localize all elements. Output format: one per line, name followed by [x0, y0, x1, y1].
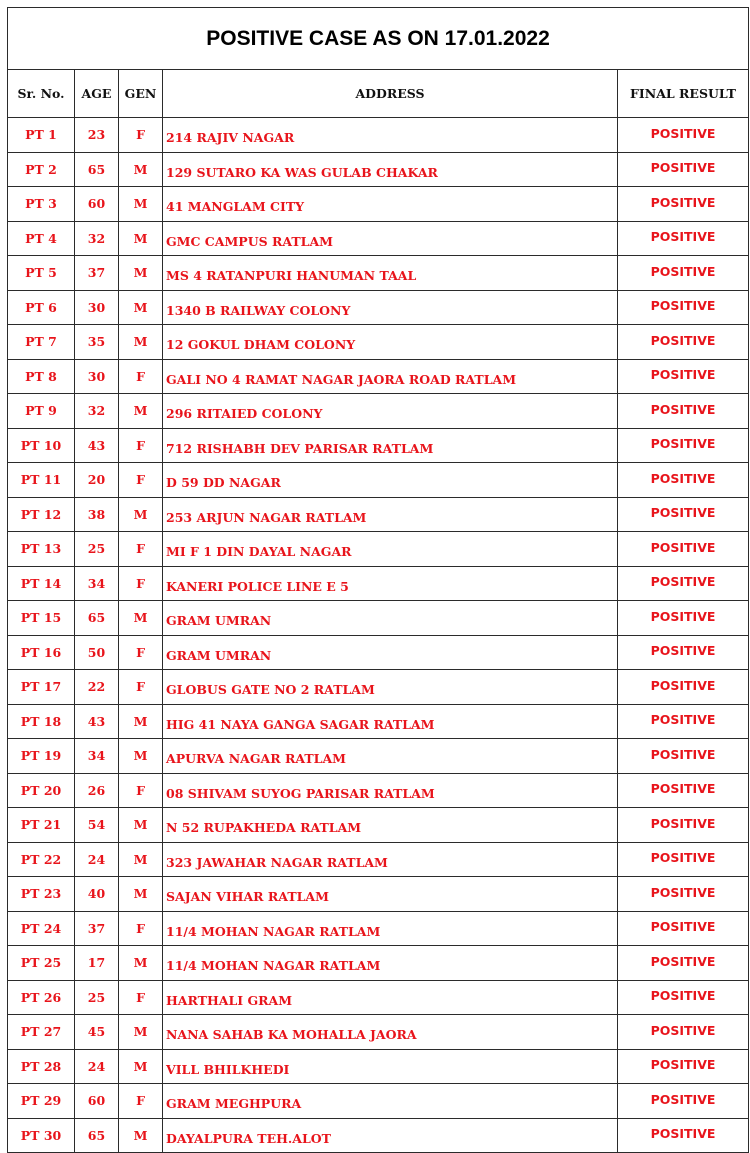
table-row [8, 152, 749, 187]
cell-address: GRAM UMRAN [163, 601, 618, 636]
cell-gender: M [119, 808, 163, 843]
cell-gender: M [119, 601, 163, 636]
cell-age: 23 [75, 118, 119, 153]
cell-final-result: POSITIVE [618, 532, 749, 567]
cell-age: 45 [75, 1015, 119, 1050]
table-row [8, 497, 749, 532]
cell-gender: M [119, 325, 163, 360]
cell-sr-no: PT 18 [8, 704, 75, 739]
cell-sr-no: PT 2 [8, 152, 75, 187]
cell-sr-no: PT 24 [8, 911, 75, 946]
table-row [8, 532, 749, 567]
cell-age: 65 [75, 152, 119, 187]
cell-sr-no: PT 22 [8, 842, 75, 877]
cell-address: 323 JAWAHAR NAGAR RATLAM [163, 842, 618, 877]
cell-sr-no: PT 28 [8, 1049, 75, 1084]
cell-gender: M [119, 842, 163, 877]
header-age: AGE [75, 70, 119, 118]
cell-gender: F [119, 635, 163, 670]
cell-final-result: POSITIVE [618, 221, 749, 256]
cell-gender: M [119, 739, 163, 774]
cell-address: 296 RITAIED COLONY [163, 394, 618, 429]
cell-final-result: POSITIVE [618, 290, 749, 325]
cell-address: 214 RAJIV NAGAR [163, 118, 618, 153]
cell-final-result: POSITIVE [618, 1084, 749, 1119]
cell-final-result: POSITIVE [618, 808, 749, 843]
table-row [8, 118, 749, 153]
cell-gender: F [119, 773, 163, 808]
cell-age: 17 [75, 946, 119, 981]
cell-final-result: POSITIVE [618, 739, 749, 774]
cell-address: HIG 41 NAYA GANGA SAGAR RATLAM [163, 704, 618, 739]
cell-gender: F [119, 359, 163, 394]
cell-address: 11/4 MOHAN NAGAR RATLAM [163, 946, 618, 981]
cell-address: N 52 RUPAKHEDA RATLAM [163, 808, 618, 843]
cell-address: GRAM MEGHPURA [163, 1084, 618, 1119]
header-gen: GEN [119, 70, 163, 118]
cell-address: 12 GOKUL DHAM COLONY [163, 325, 618, 360]
cell-sr-no: PT 6 [8, 290, 75, 325]
table-row [8, 980, 749, 1015]
cell-sr-no: PT 12 [8, 497, 75, 532]
cell-gender: M [119, 394, 163, 429]
cell-address: 1340 B RAILWAY COLONY [163, 290, 618, 325]
cell-sr-no: PT 19 [8, 739, 75, 774]
table-row [8, 187, 749, 222]
cell-address: 129 SUTARO KA WAS GULAB CHAKAR [163, 152, 618, 187]
table-row [8, 1084, 749, 1119]
cell-gender: M [119, 877, 163, 912]
cell-address: D 59 DD NAGAR [163, 463, 618, 498]
cell-age: 26 [75, 773, 119, 808]
cell-age: 54 [75, 808, 119, 843]
table-row [8, 946, 749, 981]
cell-address: 41 MANGLAM CITY [163, 187, 618, 222]
cell-sr-no: PT 1 [8, 118, 75, 153]
cell-address: VILL BHILKHEDI [163, 1049, 618, 1084]
cell-final-result: POSITIVE [618, 842, 749, 877]
cell-age: 24 [75, 842, 119, 877]
cell-sr-no: PT 10 [8, 428, 75, 463]
cell-address: GLOBUS GATE NO 2 RATLAM [163, 670, 618, 705]
cell-sr-no: PT 15 [8, 601, 75, 636]
cell-address: APURVA NAGAR RATLAM [163, 739, 618, 774]
table-body [8, 118, 749, 1153]
cell-age: 24 [75, 1049, 119, 1084]
cell-sr-no: PT 5 [8, 256, 75, 291]
cell-gender: M [119, 946, 163, 981]
cell-gender: F [119, 463, 163, 498]
cell-age: 34 [75, 566, 119, 601]
cell-final-result: POSITIVE [618, 1015, 749, 1050]
cell-sr-no: PT 4 [8, 221, 75, 256]
cell-address: 11/4 MOHAN NAGAR RATLAM [163, 911, 618, 946]
table-row [8, 808, 749, 843]
cell-sr-no: PT 26 [8, 980, 75, 1015]
header-sr-no: Sr. No. [8, 70, 75, 118]
table-row [8, 877, 749, 912]
cell-final-result: POSITIVE [618, 946, 749, 981]
table-row [8, 428, 749, 463]
cell-address: 08 SHIVAM SUYOG PARISAR RATLAM [163, 773, 618, 808]
table-row [8, 463, 749, 498]
cell-sr-no: PT 27 [8, 1015, 75, 1050]
cell-age: 35 [75, 325, 119, 360]
cell-address: NANA SAHAB KA MOHALLA JAORA [163, 1015, 618, 1050]
cell-address: DAYALPURA TEH.ALOT [163, 1118, 618, 1153]
cell-final-result: POSITIVE [618, 635, 749, 670]
table-row [8, 635, 749, 670]
cell-final-result: POSITIVE [618, 980, 749, 1015]
cell-age: 60 [75, 1084, 119, 1119]
table-row [8, 670, 749, 705]
cell-gender: M [119, 1118, 163, 1153]
cell-final-result: POSITIVE [618, 256, 749, 291]
positive-cases-table [7, 7, 749, 1153]
cell-final-result: POSITIVE [618, 1049, 749, 1084]
cell-sr-no: PT 20 [8, 773, 75, 808]
cell-sr-no: PT 11 [8, 463, 75, 498]
cell-age: 50 [75, 635, 119, 670]
cell-gender: F [119, 566, 163, 601]
cell-sr-no: PT 23 [8, 877, 75, 912]
cell-final-result: POSITIVE [618, 463, 749, 498]
table-row [8, 601, 749, 636]
header-row [8, 70, 749, 118]
cell-sr-no: PT 30 [8, 1118, 75, 1153]
cell-address: GMC CAMPUS RATLAM [163, 221, 618, 256]
cell-address: 253 ARJUN NAGAR RATLAM [163, 497, 618, 532]
cell-age: 37 [75, 256, 119, 291]
table-row [8, 359, 749, 394]
report-title: POSITIVE CASE AS ON 17.01.2022 [8, 8, 749, 70]
cell-gender: F [119, 980, 163, 1015]
cell-gender: M [119, 497, 163, 532]
table-row [8, 773, 749, 808]
cell-address: GALI NO 4 RAMAT NAGAR JAORA ROAD RATLAM [163, 359, 618, 394]
cell-age: 38 [75, 497, 119, 532]
table-row [8, 1049, 749, 1084]
cell-gender: F [119, 532, 163, 567]
cell-gender: M [119, 256, 163, 291]
cell-gender: F [119, 670, 163, 705]
cell-final-result: POSITIVE [618, 428, 749, 463]
table-row [8, 256, 749, 291]
cell-final-result: POSITIVE [618, 187, 749, 222]
cell-final-result: POSITIVE [618, 911, 749, 946]
cell-final-result: POSITIVE [618, 877, 749, 912]
cell-final-result: POSITIVE [618, 394, 749, 429]
table-row [8, 842, 749, 877]
header-final-result: FINAL RESULT [618, 70, 749, 118]
cell-address: MS 4 RATANPURI HANUMAN TAAL [163, 256, 618, 291]
cell-sr-no: PT 13 [8, 532, 75, 567]
table-row [8, 325, 749, 360]
table-row [8, 911, 749, 946]
cell-age: 40 [75, 877, 119, 912]
cell-age: 32 [75, 394, 119, 429]
cell-age: 43 [75, 428, 119, 463]
cell-sr-no: PT 21 [8, 808, 75, 843]
cell-age: 22 [75, 670, 119, 705]
cell-final-result: POSITIVE [618, 359, 749, 394]
cell-address: MI F 1 DIN DAYAL NAGAR [163, 532, 618, 567]
cell-address: 712 RISHABH DEV PARISAR RATLAM [163, 428, 618, 463]
cell-gender: F [119, 428, 163, 463]
case-report-sheet [7, 7, 748, 1146]
table-row [8, 221, 749, 256]
cell-age: 65 [75, 1118, 119, 1153]
cell-final-result: POSITIVE [618, 704, 749, 739]
cell-gender: F [119, 911, 163, 946]
cell-address: HARTHALI GRAM [163, 980, 618, 1015]
cell-sr-no: PT 14 [8, 566, 75, 601]
cell-sr-no: PT 16 [8, 635, 75, 670]
cell-final-result: POSITIVE [618, 670, 749, 705]
table-row [8, 1118, 749, 1153]
table-row [8, 704, 749, 739]
cell-sr-no: PT 25 [8, 946, 75, 981]
cell-final-result: POSITIVE [618, 1118, 749, 1153]
cell-final-result: POSITIVE [618, 118, 749, 153]
cell-address: KANERI POLICE LINE E 5 [163, 566, 618, 601]
table-row [8, 1015, 749, 1050]
cell-sr-no: PT 3 [8, 187, 75, 222]
cell-age: 37 [75, 911, 119, 946]
cell-age: 43 [75, 704, 119, 739]
cell-age: 60 [75, 187, 119, 222]
cell-age: 20 [75, 463, 119, 498]
cell-gender: F [119, 118, 163, 153]
cell-final-result: POSITIVE [618, 773, 749, 808]
cell-age: 25 [75, 532, 119, 567]
cell-sr-no: PT 17 [8, 670, 75, 705]
cell-sr-no: PT 29 [8, 1084, 75, 1119]
cell-age: 30 [75, 359, 119, 394]
cell-gender: M [119, 221, 163, 256]
cell-gender: M [119, 152, 163, 187]
cell-final-result: POSITIVE [618, 497, 749, 532]
table-row [8, 394, 749, 429]
cell-gender: M [119, 187, 163, 222]
table-row [8, 290, 749, 325]
cell-gender: M [119, 1015, 163, 1050]
cell-final-result: POSITIVE [618, 152, 749, 187]
cell-address: SAJAN VIHAR RATLAM [163, 877, 618, 912]
table-row [8, 739, 749, 774]
cell-gender: M [119, 290, 163, 325]
cell-age: 32 [75, 221, 119, 256]
header-address: ADDRESS [163, 70, 618, 118]
cell-gender: M [119, 704, 163, 739]
cell-age: 65 [75, 601, 119, 636]
cell-age: 30 [75, 290, 119, 325]
cell-sr-no: PT 9 [8, 394, 75, 429]
cell-sr-no: PT 8 [8, 359, 75, 394]
cell-age: 25 [75, 980, 119, 1015]
cell-address: GRAM UMRAN [163, 635, 618, 670]
cell-gender: M [119, 1049, 163, 1084]
cell-final-result: POSITIVE [618, 325, 749, 360]
cell-final-result: POSITIVE [618, 566, 749, 601]
cell-age: 34 [75, 739, 119, 774]
cell-sr-no: PT 7 [8, 325, 75, 360]
cell-final-result: POSITIVE [618, 601, 749, 636]
cell-gender: F [119, 1084, 163, 1119]
table-row [8, 566, 749, 601]
